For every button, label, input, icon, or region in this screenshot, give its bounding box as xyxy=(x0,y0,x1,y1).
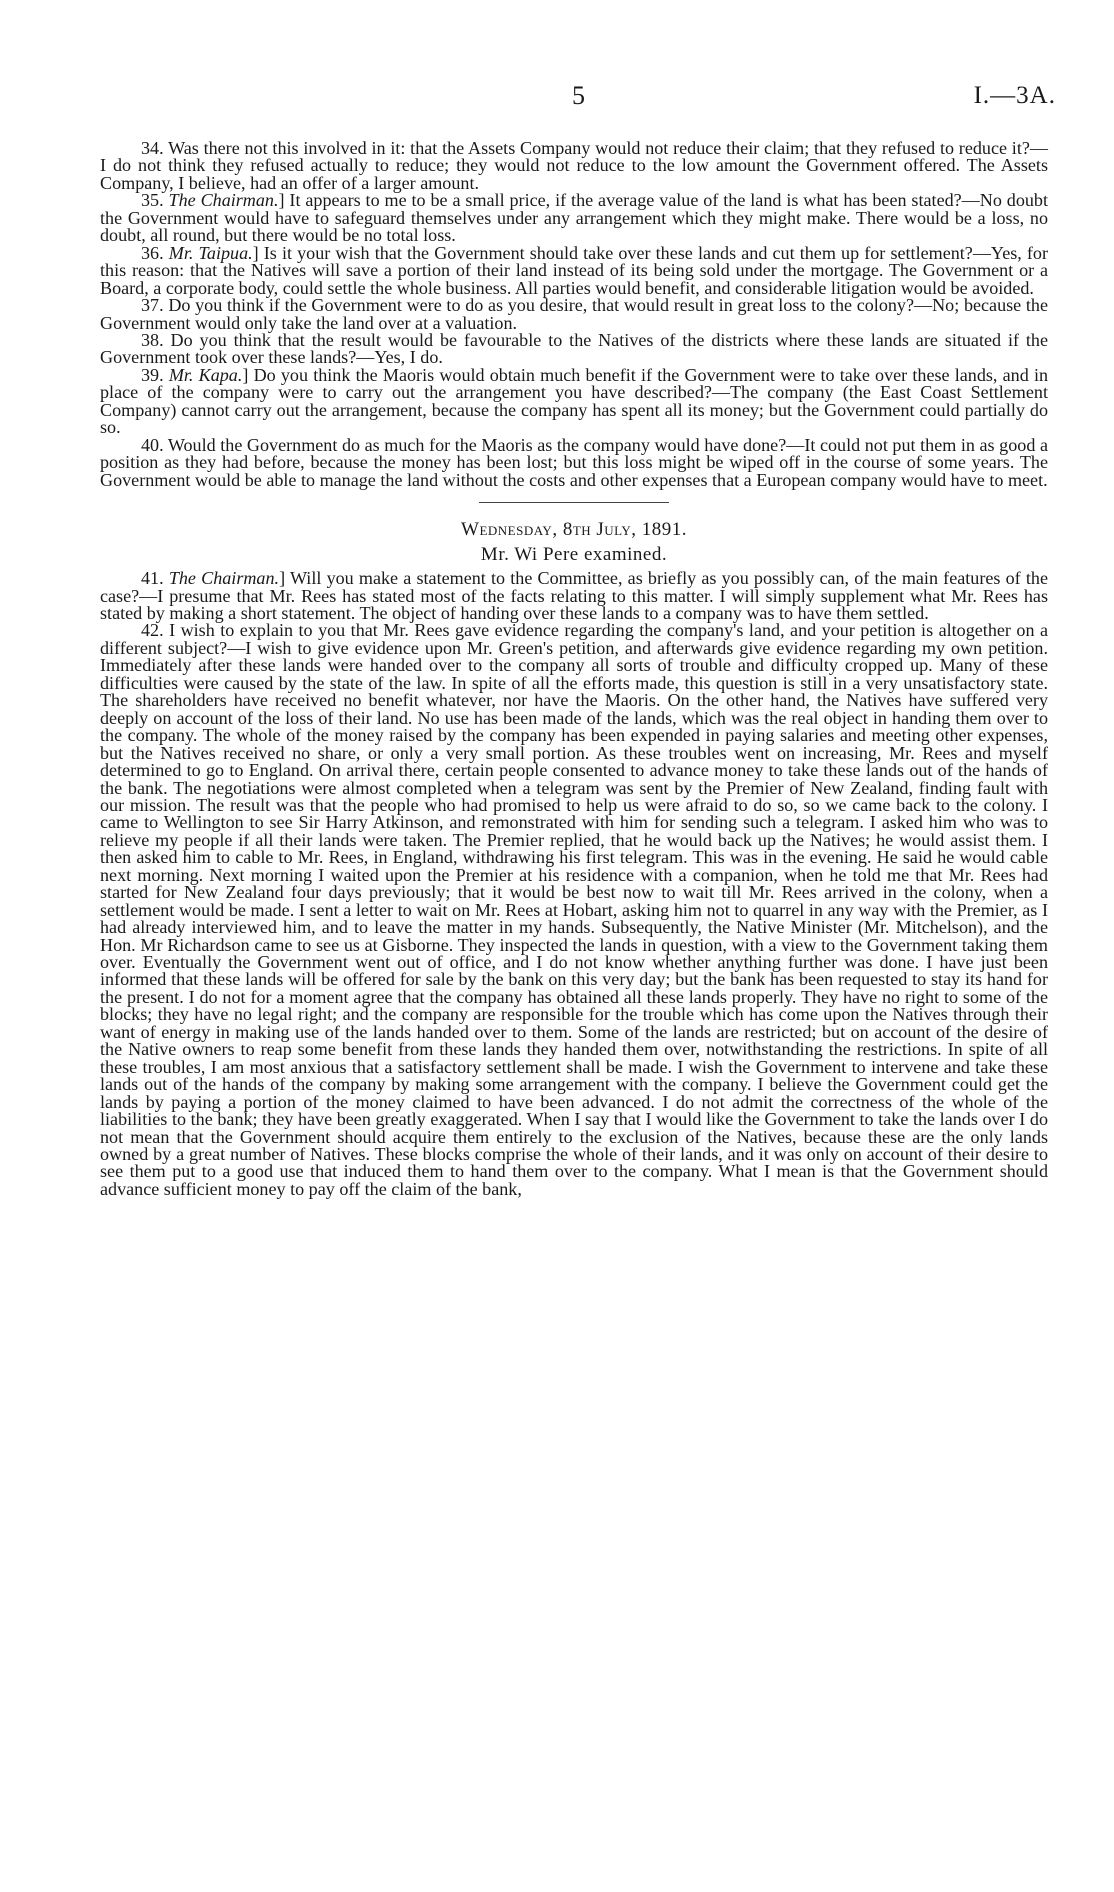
question-paragraph-40: 40. Would the Government do as much for the Maoris as the company would have done?—It could not put them in as good a position as they had before, because the money has been lost; but this loss might be wiped off in the course of some years. The Government would be able to manage the land without the costs and other expenses that a European company would have to meet. xyxy=(100,434,1048,490)
section-divider xyxy=(479,502,669,503)
witness-heading: Mr. Wi Pere examined. xyxy=(480,544,668,566)
date-heading: Wednesday, 8th July, 1891. xyxy=(461,519,687,541)
page-body xyxy=(100,140,1048,1198)
question-paragraph-42: 42. I wish to explain to you that Mr. Rees gave evidence regarding the company's land, and your petition is altogether on a different subject?—I wish to give evidence upon Mr. Green's petition, and afterwards give evidence regarding my own petition. Immediately after these lands were handed over to the company all sorts of trouble and difficulty cropped up. Many of these difficulties were caused by the state of the law. In spite of all the efforts made, this question is still in a very unsatisfactory state. The shareholders have received no benefit whatever, nor have the Maoris. On the other hand, the Natives have suffered very deeply on account of the loss of their land. No use has been made of the lands, which was the real object in handing them over to the company. The whole of the money raised by the company has been expended in paying salaries and meeting other expenses, but the Natives received no share, or only a very small portion. As these troubles went on increasing, Mr. Rees and myself determined to go to England. On arrival there, certain people consented to advance money to take these lands out of the hands of the bank. The negotiations were almost completed when a telegram was sent by the Premier of New Zealand, finding fault with our mission. The result was that the people who had promised to help us were afraid to do so, so we came back to the colony. I came to Wellington to see Sir Harry Atkinson, and remonstrated with him for sending such a telegram. I asked him who was to relieve my people if all their lands were taken. The Premier replied, that he would back up the Natives; he would assist them. I then asked him to cable to Mr. Rees, in England, withdrawing his first telegram. This was in the evening. He said he would cable next morning. Next morning I waited upon the Premier at his residence with a companion, when he told me that Mr. Rees had started for New Zealand four days previously; that it would be best now to wait till Mr. Rees arrived in the colony, when a settlement would be made. I sent a letter to wait on Mr. Rees at Hobart, asking him not to quarrel in any way with the Premier, as I had already interviewed him, and to leave the matter in my hands. Subsequently, the Native Minister (Mr. Mitchelson), and the Hon. Mr Richardson came to see us at Gisborne. They inspected the lands in question, with a view to the Government taking them over. Eventually the Government went out of office, and I do not know whether anything further was done. I have just been informed that these lands will be offered for sale by the bank on this very day; but the bank has been requested to stay its hand for the present. I do not for a moment agree that the company has obtained all these lands properly. They have no right to some of the blocks; they have no legal right; and the company are responsible for the trouble which has come upon the Natives through their want of energy in making use of the lands handed over to them. Some of the lands are restricted; but on account of the desire of the Native owners to reap some benefit from these lands they handed them over, notwithstanding the restrictions. In spite of all these troubles, I am most anxious that a satisfactory settlement shall be made. I wish the Government to intervene and take these lands out of the hands of the company by making some arrangement with the company. I believe the Government could get the lands by paying a portion of the money claimed to have been advanced. I do not admit the correctness of the whole of the liabilities to the bank; they have been greatly exaggerated. When I say that I would like the Government to take the lands over I do not mean that the Government should acquire them entirely to the exclusion of the Natives, because these are the only lands owned by a great number of Natives. These blocks comprise the whole of their lands, and it was only on account of their desire to see them put to a good use that induced them to hand them over to the company. What I mean is that the Government should advance sufficient money to pay off the claim of the bank, xyxy=(100,620,1049,1199)
question-paragraph-34: 34. Was there not this involved in it: that the Assets Company would not reduce their claim; that they refused to reduce it?—I do not think they refused actually to reduce; they would not reduce to the low amount the Government offered. The Assets Company, I believe, had an offer of a larger amount. xyxy=(100,138,1048,193)
question-paragraph-38: 38. Do you think that the result would be favourable to the Natives of the districts where these lands are situated if the Government took over these lands?—Yes, I do. xyxy=(100,329,1049,368)
questions-after-break xyxy=(100,570,1048,1198)
questions-before-break xyxy=(100,140,1048,489)
page-header xyxy=(0,80,1114,116)
question-paragraph-36: 36. Mr. Taipua.] Is it your wish that the Government should take over these lands and cut them up for settlement?—Yes, for this reason: that the Natives will save a portion of their land instead of its being sold under the mortgage. The Government or a Board, a corporate body, could settle the whole business. All parties would benefit, and considerable litigation would be avoided. xyxy=(100,242,1049,298)
question-paragraph-37: 37. Do you think if the Government were to do as you desire, that would result in great loss to the colony?—No; because the Government would only take the land over at a valuation. xyxy=(100,295,1049,333)
question-paragraph-41: 41. The Chairman.] Will you make a statement to the Committee, as briefly as you possibly can, of the main features of the case?—I presume that Mr. Rees has stated most of the facts relating to this matter. I will simply supplement what Mr. Rees has stated by making a short statement. The object of handing over these lands to a company was to have them settled. xyxy=(100,568,1048,623)
document-code: I.—3A. xyxy=(973,82,1056,109)
page-number: 5 xyxy=(572,81,585,110)
question-paragraph-39: 39. Mr. Kapa.] Do you think the Maoris would obtain much benefit if the Government were to take over these lands, and in place of the company were to carry out the arrangement you have described?—The company (the East Coast Settlement Company) cannot carry out the arrangement, because the company has spent all its money; but the Government could partially do so. xyxy=(100,364,1049,438)
question-paragraph-35: 35. The Chairman.] It appears to me to be a small price, if the average value of the land is what has been stated?—No doubt the Government would have to safeguard themselves under any arrangement which they might make. There would be a loss, no doubt, all round, but there would be no total loss. xyxy=(100,190,1048,246)
